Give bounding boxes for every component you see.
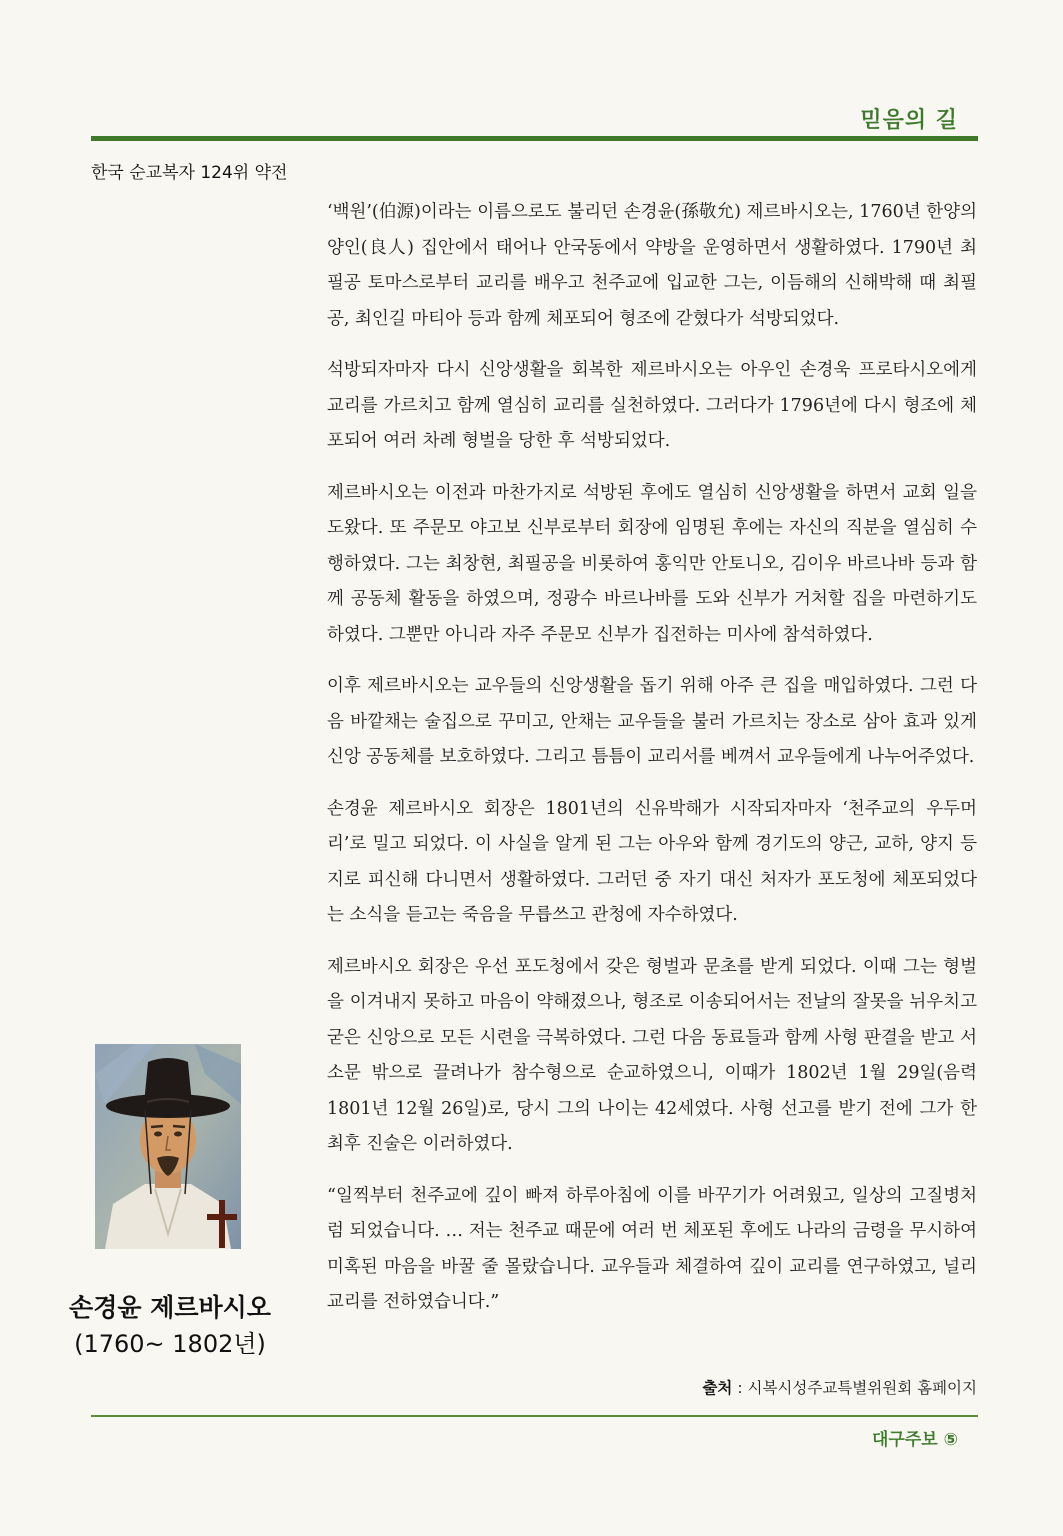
- bottom-divider: [91, 1415, 978, 1417]
- top-divider: [91, 136, 978, 141]
- source-separator: :: [732, 1379, 748, 1397]
- paragraph-5: 손경윤 제르바시오 회장은 1801년의 신유박해가 시작되자마자 ‘천주교의 우두머리’로 밀고 되었다. 이 사실을 알게 된 그는 아우와 함께 경기도의 양근, 교하, 양지 등지로 피신해 다니면서 생활하였다. 그러던 중 자기 대신 처자가 포도청에 체포되었다는 소식을 듣고는 죽음을 무릅쓰고 관청에 자수하였다.: [327, 798, 977, 925]
- biography-text: [327, 195, 977, 1337]
- person-dates: (1760~ 1802년): [74, 1330, 266, 1358]
- paragraph-6: 제르바시오 회장은 우선 포도청에서 갖은 형벌과 문초를 받게 되었다. 이때 그는 형벌을 이겨내지 못하고 마음이 약해졌으나, 형조로 이송되어서는 전날의 잘못을 뉘우치고 굳은 신앙으로 모든 시련을 극복하였다. 그런 다음 동료들과 함께 사형 판결을 받고 서소문 밖으로 끌려나가 참수형으로 순교하였으니, 이때가 1802년 1월 29일(음력 1801년 12월 26일)로, 당시 그의 나이는 42세였다. 사형 선고를 받기 전에 그가 한 최후 진술은 이러하였다.: [327, 956, 977, 1154]
- source-credit: [702, 1376, 977, 1398]
- paragraph-4: 이후 제르바시오는 교우들의 신앙생활을 돕기 위해 아주 큰 집을 매입하였다. 그런 다음 바깥채는 술집으로 꾸미고, 안채는 교우들을 불러 가르치는 장소로 삼아 효과 있게 신앙 공동체를 보호하였다. 그리고 틈틈이 교리서를 베껴서 교우들에게 나누어주었다.: [327, 676, 977, 767]
- paragraph-quote: “일찍부터 천주교에 깊이 빠져 하루아침에 이를 바꾸기가 어려웠고, 일상의 고질병처럼 되었습니다. … 저는 천주교 때문에 여러 번 체포된 후에도 나라의 금령을 무시하여 미혹된 마음을 바꿀 줄 몰랐습니다. 교우들과 체결하여 깊이 교리를 연구하였고, 널리 교리를 전하였습니다.”: [327, 1185, 977, 1312]
- source-label: 출처: [702, 1379, 733, 1397]
- person-name: 손경윤 제르바시오: [69, 1293, 271, 1322]
- section-title: 믿음의 길: [860, 108, 958, 133]
- source-text: 시복시성주교특별위원회 홈페이지: [747, 1379, 977, 1397]
- page-footer: 대구주보 ⑤: [872, 1430, 958, 1450]
- paragraph-2: 석방되자마자 다시 신앙생활을 회복한 제르바시오는 아우인 손경욱 프로타시오에게 교리를 가르치고 함께 열심히 교리를 실천하였다. 그러다가 1796년에 다시 형조에 체포되어 여러 차례 형벌을 당한 후 석방되었다.: [327, 360, 977, 451]
- paragraph-3: 제르바시오는 이전과 마찬가지로 석방된 후에도 열심히 신앙생활을 하면서 교회 일을 도왔다. 또 주문모 야고보 신부로부터 회장에 임명된 후에는 자신의 직분을 열심히 수행하였다. 그는 최창현, 최필공을 비롯하여 홍익만 안토니오, 김이우 바르나바 등과 함께 공동체 활동을 하였으며, 정광수 바르나바를 도와 신부가 거처할 집을 마련하기도 하였다. 그뿐만 아니라 자주 주문모 신부가 집전하는 미사에 참석하였다.: [327, 482, 977, 645]
- series-subtitle: 한국 순교복자 124위 약전: [91, 163, 288, 183]
- paragraph-1: ‘백원’(伯源)이라는 이름으로도 불리던 손경윤(孫敬允) 제르바시오는, 1760년 한양의 양인(良人) 집안에서 태어나 안국동에서 약방을 운영하면서 생활하였다. 1790년 최필공 토마스로부터 교리를 배우고 천주교에 입교한 그는, 이듬해의 신해박해 때 최필공, 최인길 마티아 등과 함께 체포되어 형조에 갇혔다가 석방되었다.: [327, 202, 977, 329]
- martyr-portrait: [95, 1044, 241, 1249]
